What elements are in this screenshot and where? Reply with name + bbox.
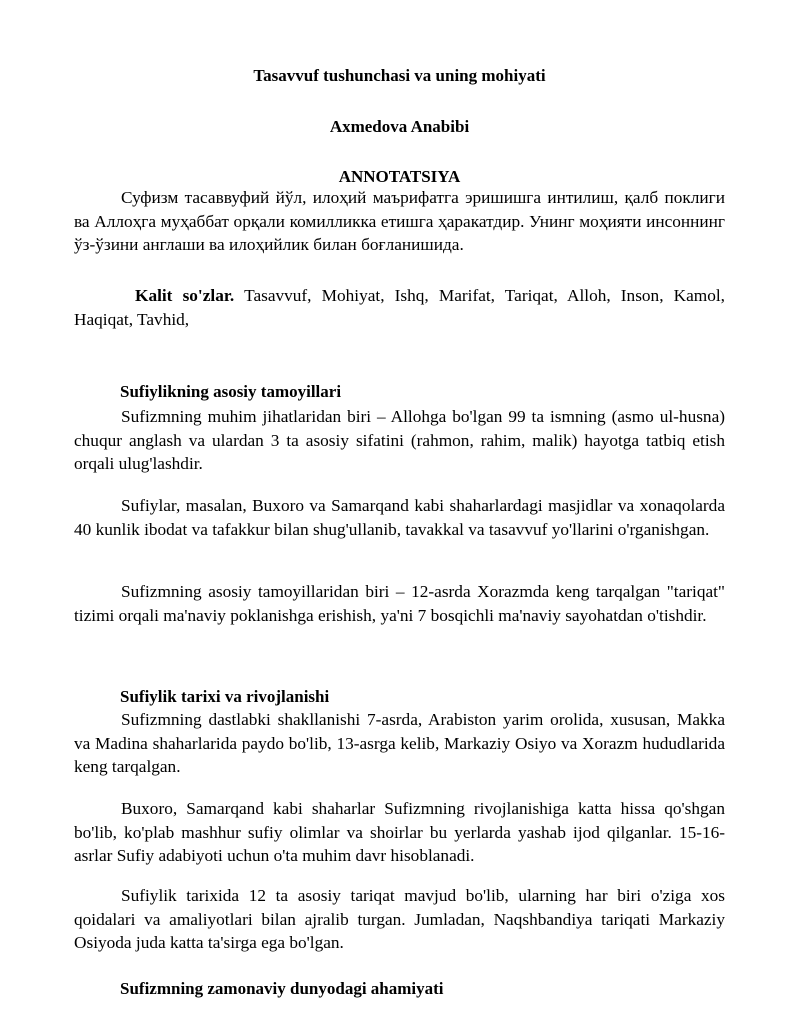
history-paragraph-3: Sufiylik tarixida 12 ta asosiy tariqat mavjud bo'lib, ularning har biri o'ziga xos qoidalari va amaliyotlari bilan ajralib turgan. Jumladan, Naqshbandiya tariqati Markaziy Osiyoda juda katta ta'sirga ega bo'lgan.: [74, 886, 725, 952]
keywords-label: Kalit so'zlar.: [135, 286, 235, 305]
history-paragraph-2: Buxoro, Samarqand kabi shaharlar Sufizmning rivojlanishiga katta hissa qo'shgan bo'lib, ko'plab mashhur sufiy olimlar va shoirlar bu yerlarda yashab ijod qilganlar. 15-16-asrlar Sufiy adabiyoti uchun o'ta muhim davr hisoblanadi.: [74, 799, 725, 865]
principles-paragraph-1: Sufizmning muhim jihatlaridan biri – Allohga bo'lgan 99 ta ismning (asmo ul-husna) chuqur anglash va ulardan 3 ta asosiy sifatini (rahmon, rahim, malik) hayotga tatbiq etish orqali ulug'lashdir.: [74, 407, 725, 473]
keywords-paragraph: [74, 284, 725, 331]
history-paragraph-1: Sufizmning dastlabki shakllanishi 7-asrda, Arabiston yarim orolida, xususan, Makka va Madina shaharlarida paydo bo'lib, 13-asrga kelib, Markaziy Osiyo va Xorazm hududlarida keng tarqalgan.: [74, 710, 725, 776]
keywords-list: Tasavvuf, Mohiyat, Ishq, Marifat, Tariqat, Alloh, Inson, Kamol, Haqiqat, Tavhid,: [74, 286, 726, 329]
principles-paragraph-3: Sufizmning asosiy tamoyillaridan biri – 12-asrda Xorazmda keng tarqalgan "tariqat" tizimi orqali ma'naviy poklanishga erishish, ya'ni 7 bosqichli ma'naviy sayohatdan o'tishdir.: [74, 582, 725, 625]
annotation-heading: ANNOTATSIYA: [338, 167, 461, 186]
section-heading-modern: Sufizmning zamonaviy dunyodagi ahamiyati: [120, 979, 444, 998]
section-heading-history: Sufiylik tarixi va rivojlanishi: [120, 687, 330, 706]
principles-paragraph-2: Sufiylar, masalan, Buxoro va Samarqand kabi shaharlardagi masjidlar va xonaqolarda 40 kunlik ibodat va tafakkur bilan shug'ullanib, tavakkal va tasavvuf yo'llarini o'rganishgan.: [74, 496, 725, 539]
document-title: Tasavvuf tushunchasi va uning mohiyati: [253, 66, 546, 85]
section-heading-principles: Sufiylikning asosiy tamoyillari: [120, 382, 342, 401]
author-name: Axmedova Anabibi: [329, 117, 470, 136]
annotation-text: Суфизм тасаввуфий йўл, илоҳий маърифатга эришишга интилиш, қалб поклиги ва Аллоҳга муҳаббат орқали комилликка етишга ҳаракатдир. Унинг моҳияти инсоннинг ўз-ўзини англаши ва илоҳийлик билан боғланишида.: [74, 188, 725, 254]
